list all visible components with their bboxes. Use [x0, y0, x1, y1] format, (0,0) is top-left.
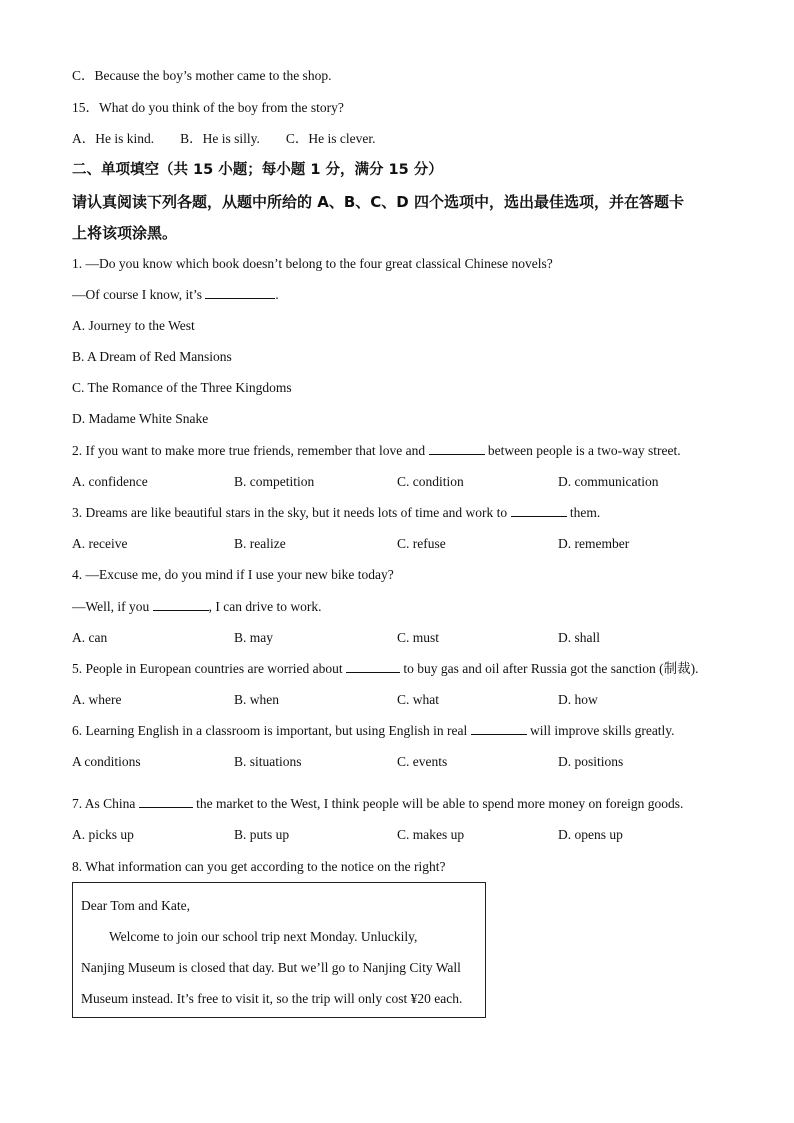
- q6-option-a: A conditions: [72, 754, 141, 769]
- q1-option-d: D. Madame White Snake: [72, 411, 209, 426]
- q7-options: [72, 826, 752, 844]
- q1-option-c: C. The Romance of the Three Kingdoms: [72, 380, 292, 395]
- notice-box: [72, 882, 486, 1018]
- q15-option-a: A．He is kind.: [72, 131, 155, 146]
- q6-text-after-blank: will improve skills greatly.: [529, 723, 675, 738]
- q8-question: 8. What information can you get according to the notice on the right?: [72, 859, 446, 874]
- q5-option-a: A. where: [72, 692, 122, 707]
- q7-option-b: B. puts up: [234, 827, 290, 842]
- q6-option-c: C. events: [397, 754, 448, 769]
- section-instruction-1: 请认真阅读下列各题，从题中所给的 A、B、C、D 四个选项中，选出最佳选项，并在答题卡: [72, 193, 684, 211]
- answer-blank: [205, 286, 275, 299]
- q3-option-d: D. remember: [558, 536, 630, 551]
- q3-options: [72, 535, 752, 553]
- q7-text-before-blank: 7. As China: [72, 796, 136, 811]
- q6-question: [72, 722, 675, 740]
- q3-option-b: B. realize: [234, 536, 286, 551]
- q6-text-before-blank: 6. Learning English in a classroom is important, but using English in real: [72, 723, 468, 738]
- answer-blank: [139, 795, 193, 808]
- notice-greeting: Dear Tom and Kate,: [81, 898, 191, 913]
- answer-blank: [429, 442, 485, 455]
- q4-line2: [72, 598, 322, 616]
- q2-option-a: A. confidence: [72, 474, 148, 489]
- q5-option-d: D. how: [558, 692, 598, 707]
- section-title: 二、单项填空（共 15 小题；每小题 1 分，满分 15 分）: [72, 162, 443, 178]
- q7-question: [72, 795, 683, 813]
- q4-line1: 4. —Excuse me, do you mind if I use your new bike today?: [72, 567, 394, 582]
- q5-text-after-blank: to buy gas and oil after Russia got the sanction (制裁).: [403, 661, 699, 676]
- q5-text-before-blank: 5. People in European countries are worried about: [72, 661, 343, 676]
- q3-text-before-blank: 3. Dreams are like beautiful stars in the sky, but it needs lots of time and work to: [72, 505, 508, 520]
- q3-option-c: C. refuse: [397, 536, 446, 551]
- q4-option-b: B. may: [234, 630, 273, 645]
- q3-option-a: A. receive: [72, 536, 128, 551]
- q6-option-d: D. positions: [558, 754, 624, 769]
- q2-options: [72, 473, 752, 491]
- q7-option-c: C. makes up: [397, 827, 465, 842]
- q1-option-b: B. A Dream of Red Mansions: [72, 349, 232, 364]
- q2-option-b: B. competition: [234, 474, 315, 489]
- q6-options: [72, 753, 752, 771]
- q7-option-a: A. picks up: [72, 827, 134, 842]
- answer-blank: [153, 598, 209, 611]
- q2-option-c: C. condition: [397, 474, 464, 489]
- q2-question: [72, 442, 681, 460]
- section-instruction-2: 上将该项涂黑。: [72, 224, 178, 242]
- q1-text-after-blank: .: [275, 287, 279, 302]
- q1-text-before-blank: —Of course I know, it’s: [72, 287, 202, 302]
- q15-question: 15．What do you think of the boy from the story?: [72, 100, 344, 115]
- q4-text-after-blank: , I can drive to work.: [208, 599, 322, 614]
- q5-option-c: C. what: [397, 692, 439, 707]
- q4-option-d: D. shall: [558, 630, 600, 645]
- answer-blank: [471, 722, 527, 735]
- notice-line: Welcome to join our school trip next Monday. Unluckily,: [109, 929, 418, 944]
- q1-line1: 1. —Do you know which book doesn’t belong to the four great classical Chinese novels?: [72, 256, 553, 271]
- q2-text-after-blank: between people is a two-way street.: [487, 443, 681, 458]
- q4-options: [72, 629, 752, 647]
- q14-option-c: C．Because the boy’s mother came to the shop.: [72, 68, 332, 83]
- q15-options: [72, 130, 402, 148]
- q7-option-d: D. opens up: [558, 827, 623, 842]
- q5-options: [72, 691, 752, 709]
- notice-line: Nanjing Museum is closed that day. But we’ll go to Nanjing City Wall: [81, 960, 461, 975]
- q4-option-a: A. can: [72, 630, 108, 645]
- q2-text-before-blank: 2. If you want to make more true friends, remember that love and: [72, 443, 426, 458]
- q15-option-b: B．He is silly.: [180, 131, 260, 146]
- q4-option-c: C. must: [397, 630, 440, 645]
- q6-option-b: B. situations: [234, 754, 302, 769]
- q1-option-a: A. Journey to the West: [72, 318, 195, 333]
- q5-option-b: B. when: [234, 692, 279, 707]
- q5-question: [72, 660, 699, 678]
- q1-line2: [72, 286, 279, 304]
- q15-option-c: C．He is clever.: [285, 131, 376, 146]
- notice-line: Museum instead. It’s free to visit it, so the trip will only cost ¥20 each.: [81, 991, 463, 1006]
- q3-text-after-blank: them.: [569, 505, 601, 520]
- q4-text-before-blank: —Well, if you: [72, 599, 150, 614]
- q7-text-after-blank: the market to the West, I think people will be able to spend more money on foreign goods.: [196, 796, 684, 811]
- q2-option-d: D. communication: [558, 474, 659, 489]
- answer-blank: [511, 504, 567, 517]
- q3-question: [72, 504, 600, 522]
- answer-blank: [346, 660, 400, 673]
